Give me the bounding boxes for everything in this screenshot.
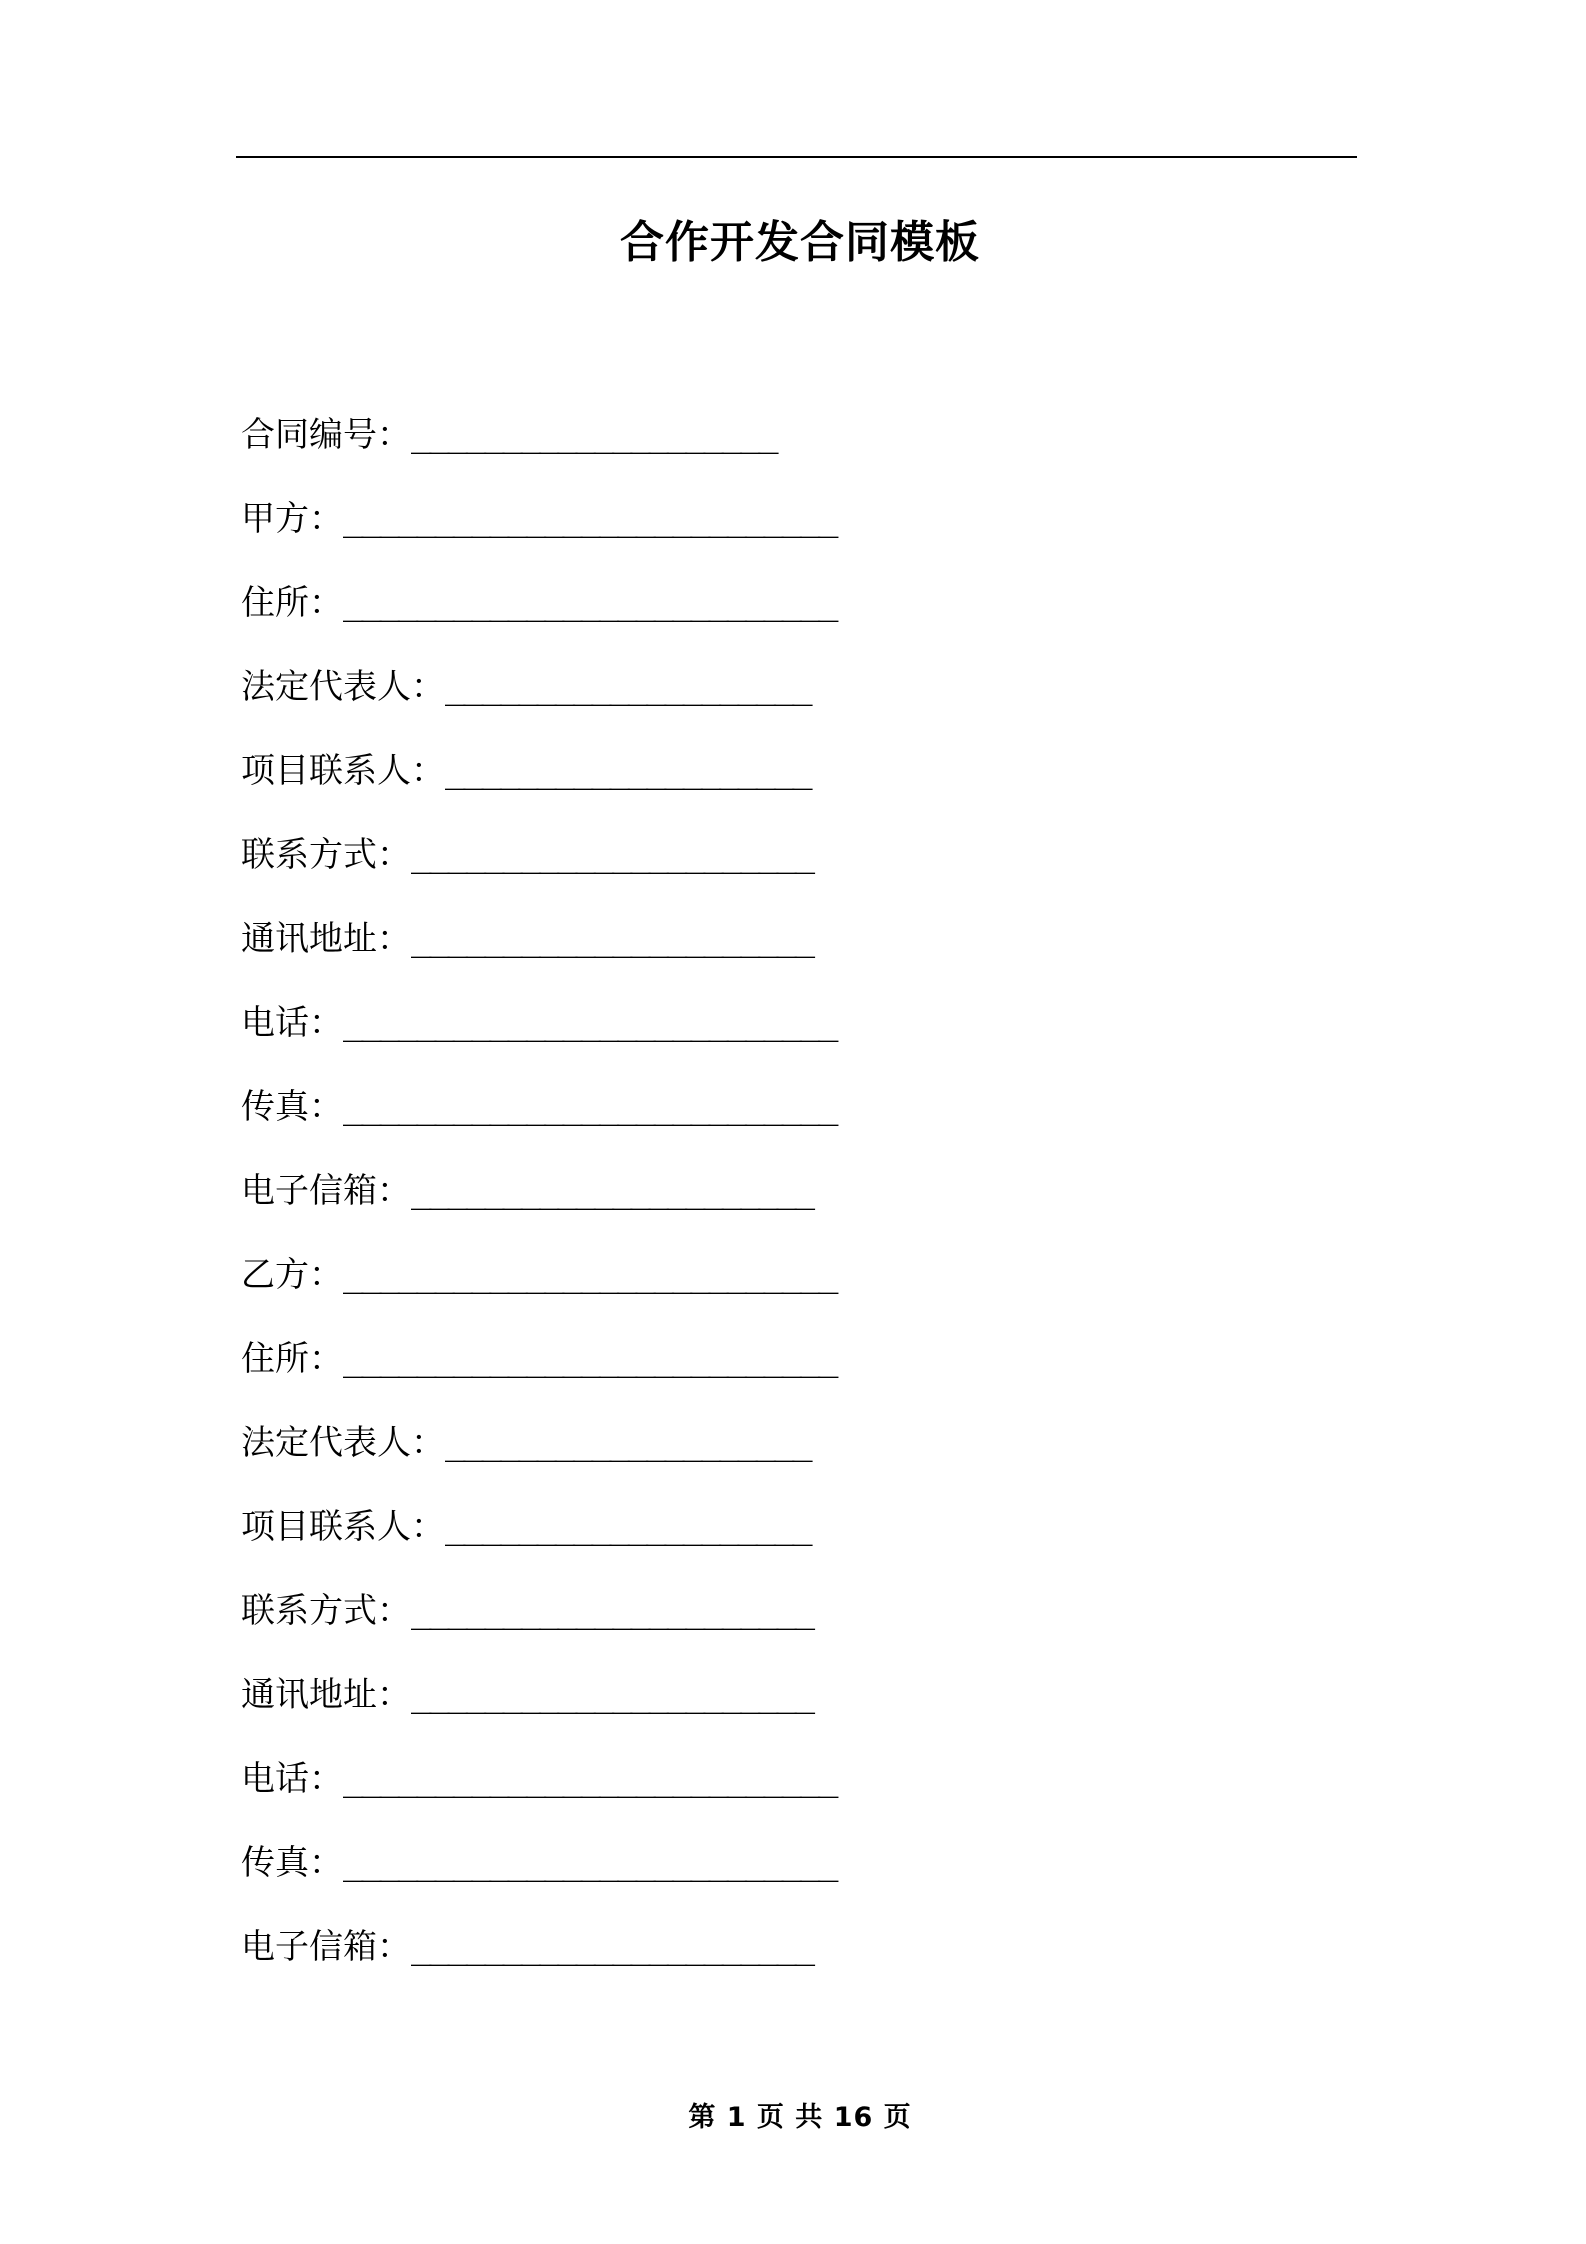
field-label: 合同编号： [241, 415, 411, 455]
field-label: 传真： [241, 1843, 343, 1883]
field-party-b-fax [241, 1840, 1241, 1924]
fill-blank[interactable]: ______________________ [411, 1591, 813, 1631]
field-party-b-email [241, 1924, 1241, 2008]
fill-blank[interactable]: ___________________________ [343, 499, 837, 539]
field-party-b-contact-method [241, 1588, 1241, 1672]
field-party-a-contact-method [241, 832, 1241, 916]
fill-blank[interactable]: ___________________________ [343, 583, 837, 623]
document-title: 合作开发合同模板 [620, 217, 980, 268]
fill-blank[interactable]: ____________________ [445, 751, 811, 791]
field-party-b-legal-rep [241, 1420, 1241, 1504]
field-party-b-mailing-address [241, 1672, 1241, 1756]
fill-blank[interactable]: ___________________________ [343, 1843, 837, 1883]
field-label: 电话： [241, 1003, 343, 1043]
field-label: 甲方： [241, 499, 343, 539]
contract-fields [241, 412, 1241, 2008]
field-label: 传真： [241, 1087, 343, 1127]
fill-blank[interactable]: ____________________ [445, 1423, 811, 1463]
field-label: 项目联系人： [241, 751, 445, 791]
field-label: 住所： [241, 1339, 343, 1379]
field-label: 联系方式： [241, 835, 411, 875]
field-label: 法定代表人： [241, 667, 445, 707]
field-party-a-fax [241, 1084, 1241, 1168]
field-label: 联系方式： [241, 1591, 411, 1631]
field-label: 通讯地址： [241, 1675, 411, 1715]
field-party-b-phone [241, 1756, 1241, 1840]
field-party-b-project-contact [241, 1504, 1241, 1588]
fill-blank[interactable]: ______________________ [411, 919, 813, 959]
field-party-a-email [241, 1168, 1241, 1252]
fill-blank[interactable]: ______________________ [411, 1171, 813, 1211]
field-party-a [241, 496, 1241, 580]
field-label: 乙方： [241, 1255, 343, 1295]
fill-blank[interactable]: ____________________ [445, 667, 811, 707]
fill-blank[interactable]: ____________________ [411, 415, 777, 455]
field-party-a-legal-rep [241, 664, 1241, 748]
fill-blank[interactable]: ______________________ [411, 1675, 813, 1715]
fill-blank[interactable]: ___________________________ [343, 1255, 837, 1295]
fill-blank[interactable]: ______________________ [411, 835, 813, 875]
fill-blank[interactable]: ____________________ [445, 1507, 811, 1547]
field-party-b [241, 1252, 1241, 1336]
field-label: 项目联系人： [241, 1507, 445, 1547]
field-party-a-phone [241, 1000, 1241, 1084]
field-party-a-project-contact [241, 748, 1241, 832]
fill-blank[interactable]: ___________________________ [343, 1339, 837, 1379]
fill-blank[interactable]: ___________________________ [343, 1003, 837, 1043]
field-label: 电子信箱： [241, 1171, 411, 1211]
field-label: 电子信箱： [241, 1927, 411, 1967]
field-party-a-mailing-address [241, 916, 1241, 1000]
field-contract-number [241, 412, 1241, 496]
field-label: 法定代表人： [241, 1423, 445, 1463]
field-label: 通讯地址： [241, 919, 411, 959]
fill-blank[interactable]: ______________________ [411, 1927, 813, 1967]
field-label: 住所： [241, 583, 343, 623]
page-number-footer: 第 1 页 共 16 页 [688, 2102, 912, 2133]
header-rule [236, 156, 1357, 158]
fill-blank[interactable]: ___________________________ [343, 1087, 837, 1127]
fill-blank[interactable]: ___________________________ [343, 1759, 837, 1799]
field-label: 电话： [241, 1759, 343, 1799]
field-party-b-address [241, 1336, 1241, 1420]
field-party-a-address [241, 580, 1241, 664]
